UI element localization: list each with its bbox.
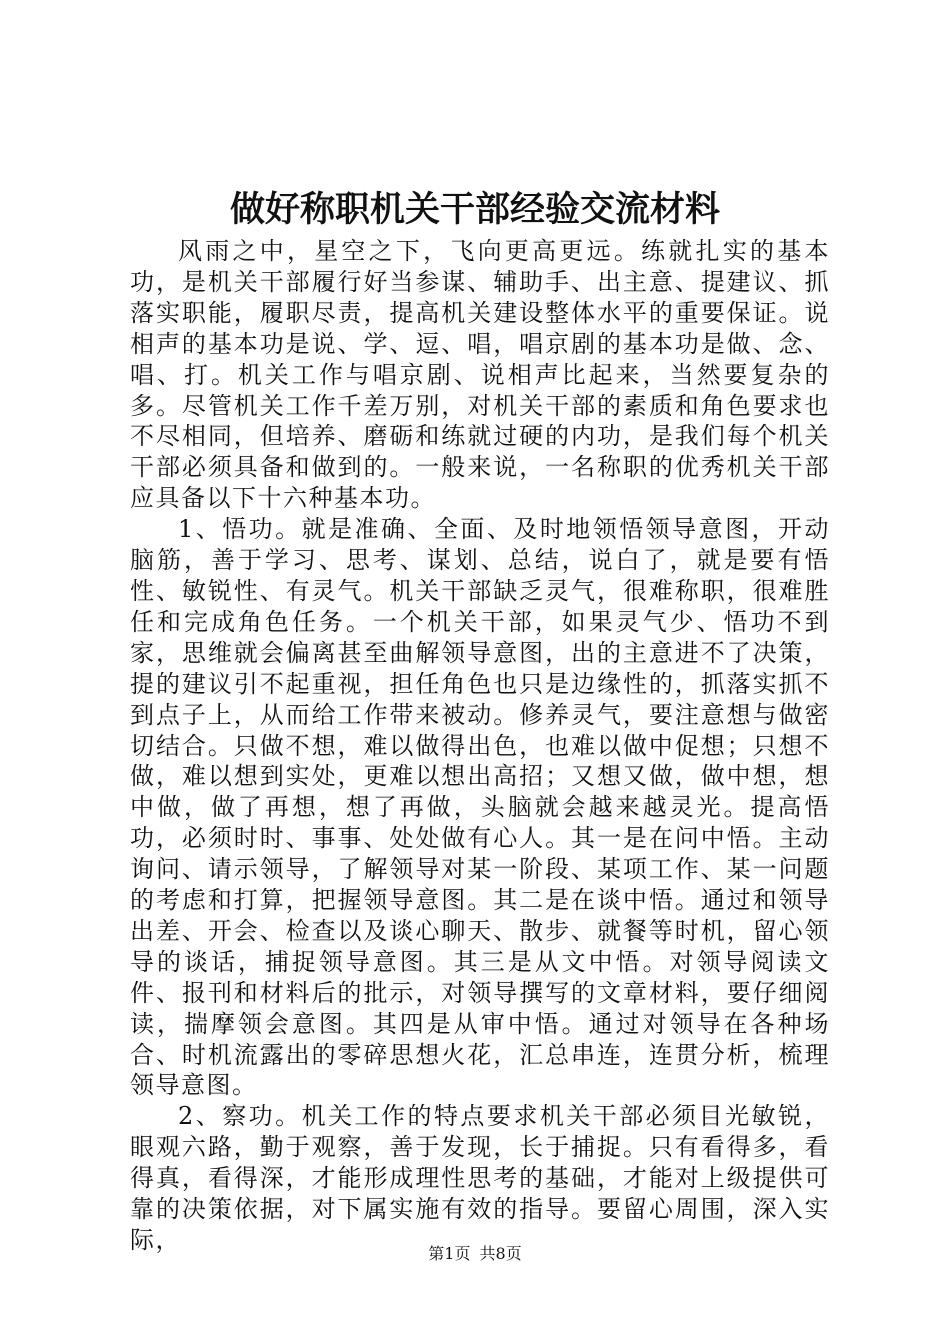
document-title: 做好称职机关干部经验交流材料	[229, 189, 720, 230]
page-total: 共8页	[479, 1244, 522, 1263]
paragraph-wu-gong: 1、悟功。就是准确、全面、及时地领悟领导意图，开动脑筋，善于学习、思考、谋划、总结，说白了，就是要有悟性、敏锐性、有灵气。机关干部缺乏灵气，很难称职，很难胜任和完成角色任务。一个机关干部，如果灵气少、悟功不到家，思维就会偏离甚至曲解领导意图，出的主意进不了决策，提的建议引不起重视，担任角色也只是边缘性的，抓落实抓不到点子上，从而给工作带来被动。修养灵气，要注意想与做密切结合。只做不想，难以做得出色，也难以做中促想；只想不做，难以想到实处，更难以想出高招；又想又做，做中想，想中做，做了再想，想了再做，头脑就会越来越灵光。提高悟功，必须时时、事事、处处做有心人。其一是在问中悟。主动询问、请示领导，了解领导对某一阶段、某项工作、某一问题的考虑和打算，把握领导意图。其二是在谈中悟。通过和领导出差、开会、检查以及谈心聊天、散步、就餐等时机，留心领导的谈话，捕捉领导意图。其三是从文中悟。对领导阅读文件、报刊和材料后的批示，对领导撰写的文章材料，要仔细阅读，揣摩领会意图。其四是从审中悟。通过对领导在各种场合、时机流露出的零碎思想火花，汇总串连，连贯分析，梳理领导意图。	[130, 515, 830, 1100]
paragraph-intro: 风雨之中，星空之下，飞向更高更远。练就扎实的基本功，是机关干部履行好当参谋、辅助手、出主意、提建议、抓落实职能，履职尽责，提高机关建设整体水平的重要保证。说相声的基本功是说、学、逗、唱，唱京剧的基本功是做、念、唱、打。机关工作与唱京剧、说相声比起来，当然要复杂的多。尽管机关工作千差万别，对机关干部的素质和角色要求也不尽相同，但培养、磨砺和练就过硬的内功，是我们每个机关干部必须具备和做到的。一般来说，一名称职的优秀机关干部应具备以下十六种基本功。	[130, 237, 830, 513]
page-number: 第1页	[428, 1244, 471, 1263]
paragraph-cha-gong: 2、察功。机关工作的特点要求机关干部必须目光敏锐，眼观六路，勤于观察，善于发现，长于捕捉。只有看得多，看得真，看得深，才能形成理性思考的基础，才能对上级提供可靠的决策依据，对下属实施有效的指导。要留心周围，深入实际，	[130, 1102, 830, 1254]
page-footer	[0, 1244, 950, 1264]
document-body	[130, 236, 830, 1256]
